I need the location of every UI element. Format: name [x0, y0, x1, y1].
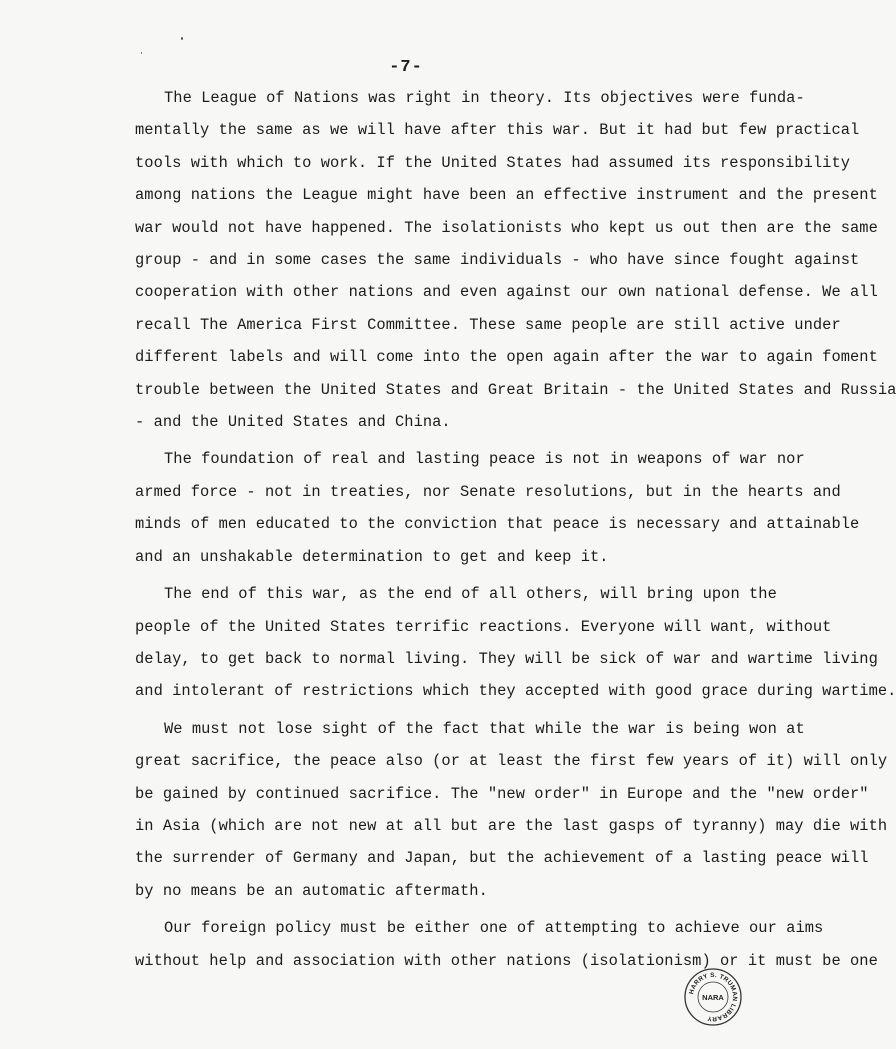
- stamp-arc-text: HARRY S. TRUMAN LIBRARY: [688, 971, 739, 1023]
- text-line: among nations the League might have been an effective instrument and the present: [135, 186, 878, 205]
- text-line: delay, to get back to normal living. They will be sick of war and wartime living: [135, 649, 878, 668]
- scan-speck: [181, 37, 183, 40]
- stamp-center-text: NARA: [702, 993, 724, 1002]
- text-line: the surrender of Germany and Japan, but the achievement of a lasting peace will: [135, 849, 869, 868]
- text-line: and an unshakable determination to get and keep it.: [135, 547, 609, 566]
- text-line: be gained by continued sacrifice. The "new order" in Europe and the "new order": [135, 784, 869, 803]
- text-line: - and the United States and China.: [135, 413, 451, 432]
- text-line: trouble between the United States and Great Britain - the United States and Russia: [135, 380, 896, 399]
- library-stamp-seal: [683, 967, 743, 1027]
- text-line: war would not have happened. The isolationists who kept us out then are the same: [135, 218, 878, 237]
- text-line: The foundation of real and lasting peace is not in weapons of war nor: [164, 450, 805, 469]
- text-line: in Asia (which are not new at all but are the last gasps of tyranny) may die with: [135, 816, 888, 835]
- page-number: -7-: [389, 58, 423, 77]
- text-line: different labels and will come into the open again after the war to again foment: [135, 348, 878, 367]
- text-line: mentally the same as we will have after this war. But it had but few practical: [135, 121, 860, 140]
- text-line: armed force - not in treaties, nor Senate resolutions, but in the hearts and: [135, 482, 841, 501]
- library-stamp: [683, 967, 743, 1027]
- text-line: great sacrifice, the peace also (or at least the first few years of it) will only: [135, 752, 888, 771]
- text-line: minds of men educated to the conviction that peace is necessary and attainable: [135, 515, 860, 534]
- text-line: and intolerant of restrictions which they accepted with good grace during wartime.: [135, 682, 896, 701]
- text-line: people of the United States terrific reactions. Everyone will want, without: [135, 617, 832, 636]
- text-line: recall The America First Committee. These same people are still active under: [135, 315, 841, 334]
- text-line: by no means be an automatic aftermath.: [135, 881, 488, 900]
- text-line: We must not lose sight of the fact that while the war is being won at: [164, 719, 805, 738]
- text-line: cooperation with other nations and even against our own national defense. We all: [135, 283, 878, 302]
- text-line: The League of Nations was right in theory. Its objectives were funda-: [164, 89, 805, 107]
- text-line: without help and association with other nations (isolationism) or it must be one: [135, 951, 878, 970]
- text-line: The end of this war, as the end of all others, will bring upon the: [164, 585, 777, 604]
- text-line: group - and in some cases the same individuals - who have since fought against: [135, 251, 860, 270]
- document-body: [135, 82, 896, 977]
- text-line: Our foreign policy must be either one of attempting to achieve our aims: [164, 919, 824, 938]
- text-line: tools with which to work. If the United States had assumed its responsibility: [135, 153, 851, 172]
- scan-speck: [141, 52, 142, 54]
